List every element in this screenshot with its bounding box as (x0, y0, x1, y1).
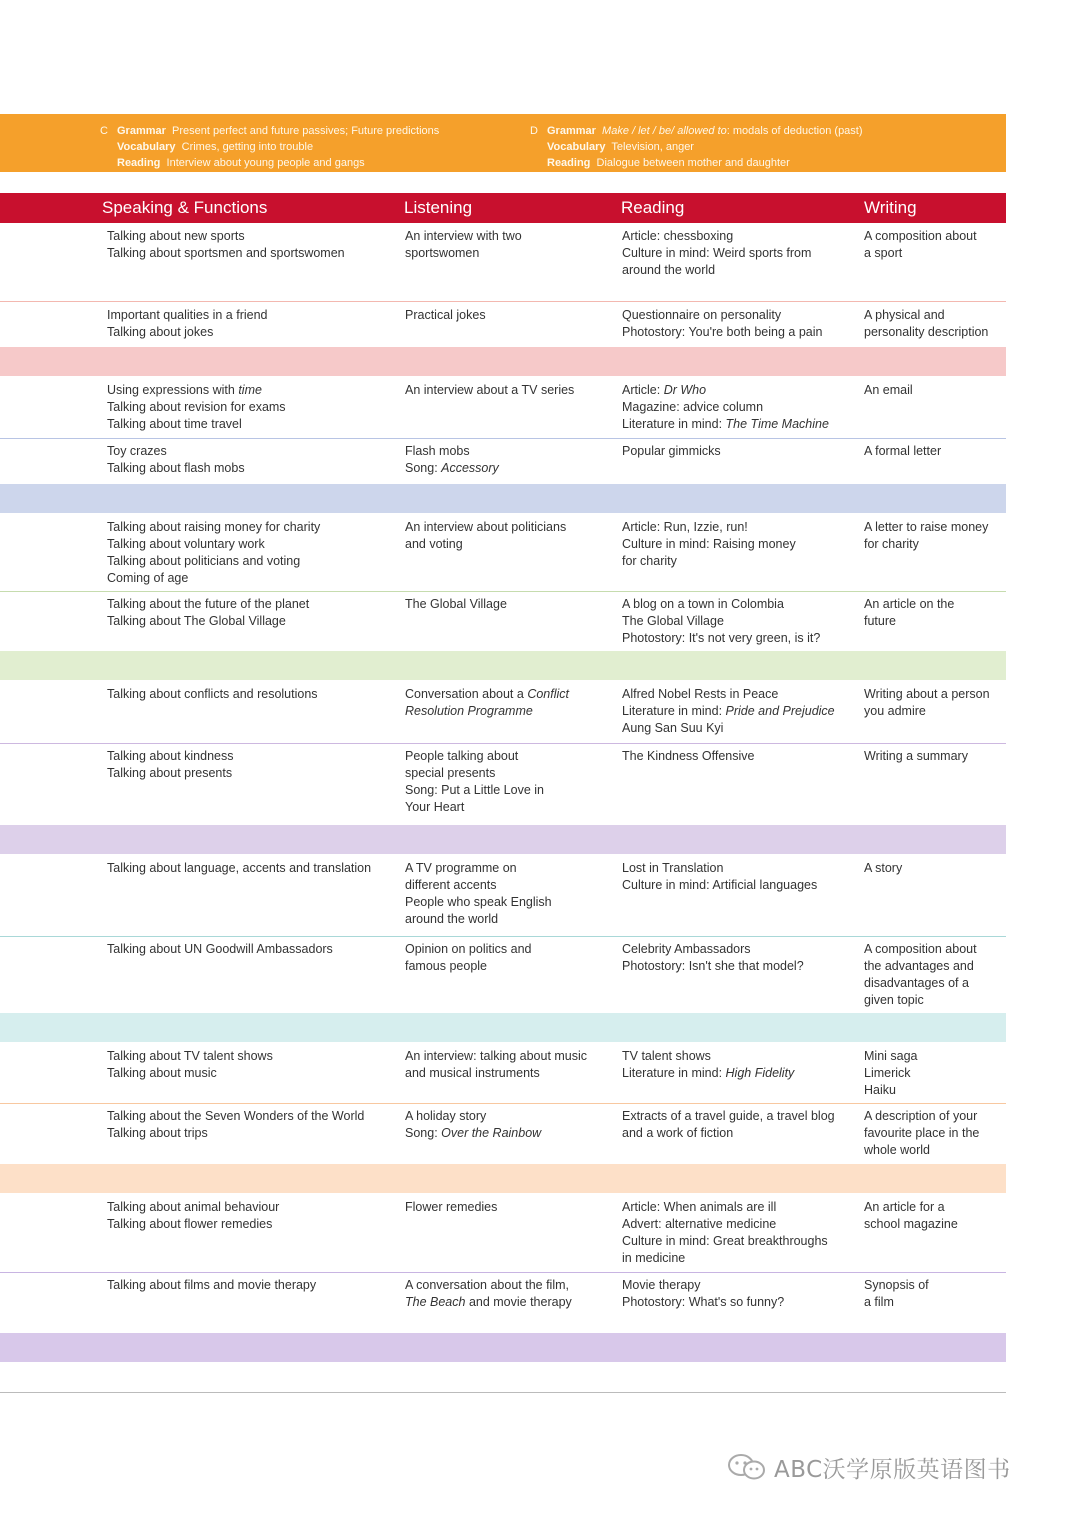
reading-cell: TV talent shows Literature in mind: High Fidelity (622, 1049, 795, 1080)
speaking-cell: Talking about animal behaviour Talking about flower remedies (107, 1200, 280, 1231)
row-divider (0, 1272, 1006, 1273)
reading-cell: Article: Dr Who Magazine: advice column Literature in mind: The Time Machine (622, 383, 829, 431)
reading-cell: Celebrity Ambassadors Photostory: Isn't she that model? (622, 942, 804, 973)
writing-cell: A physical and personality description (864, 308, 989, 339)
reading-cell: Article: chessboxing Culture in mind: Weird sports from around the world (622, 229, 812, 277)
speaking-cell: Talking about raising money for charity Talking about voluntary work Talking about politicians and voting Coming of age (107, 520, 321, 585)
listening-cell: Flower remedies (405, 1200, 498, 1214)
review-d-grammar: Grammar Make / let / be/ allowed to: modals of deduction (past) (547, 125, 863, 137)
speaking-cell: Talking about the future of the planet Talking about The Global Village (107, 597, 310, 628)
review-c-reading: Reading Interview about young people and gangs (117, 157, 365, 169)
writing-cell: A formal letter (864, 444, 942, 458)
unit-band-blue (0, 484, 1006, 513)
reading-cell: Questionnaire on personality Photostory: You're both being a pain (622, 308, 823, 339)
unit-band-peach (0, 1164, 1006, 1193)
unit-band-teal (0, 1013, 1006, 1042)
row-divider (0, 743, 1006, 744)
review-d-vocabulary: Vocabulary Television, anger (547, 141, 694, 153)
writing-cell: A letter to raise money for charity (864, 520, 989, 551)
speaking-cell: Important qualities in a friend Talking about jokes (107, 308, 268, 339)
reading-cell: Alfred Nobel Rests in Peace Literature in mind: Pride and Prejudice Aung San Suu Kyi (622, 687, 835, 735)
unit-band-green (0, 651, 1006, 680)
listening-cell: Flash mobs Song: Accessory (405, 444, 499, 475)
listening-cell: An interview: talking about music and musical instruments (405, 1049, 588, 1080)
listening-cell: Practical jokes (405, 308, 486, 322)
reading-cell: Popular gimmicks (622, 444, 721, 458)
header-listening: Listening (404, 198, 473, 217)
speaking-cell: Talking about the Seven Wonders of the World Talking about trips (107, 1109, 365, 1140)
header-writing: Writing (864, 198, 917, 217)
review-d-letter: D (530, 125, 538, 137)
reading-cell: The Kindness Offensive (622, 749, 755, 763)
listening-cell: Conversation about a Conflict Resolution Programme (405, 687, 569, 718)
reading-cell: Article: Run, Izzie, run! Culture in mind: Raising money for charity (622, 520, 796, 568)
row-divider (0, 301, 1006, 302)
reading-cell: Article: When animals are ill Advert: alternative medicine Culture in mind: Great breakthroughs in medicine (622, 1200, 828, 1265)
speaking-cell: Talking about UN Goodwill Ambassadors (107, 942, 333, 956)
unit-band-lavender (0, 1333, 1006, 1362)
speaking-cell: Talking about films and movie therapy (107, 1278, 317, 1292)
row-divider (0, 1392, 1006, 1393)
chat-bubbles-icon (726, 1452, 768, 1482)
listening-cell: People talking about special presents Song: Put a Little Love in Your Heart (405, 749, 544, 814)
row-divider (0, 591, 1006, 592)
writing-cell: Mini saga Limerick Haiku (864, 1049, 918, 1097)
column-header (0, 193, 1006, 223)
speaking-cell: Toy crazes Talking about flash mobs (107, 444, 245, 475)
writing-cell: An article on the future (864, 597, 955, 628)
writing-cell: A composition about a sport (864, 229, 977, 260)
listening-cell: A TV programme on different accents People who speak English around the world (405, 861, 552, 926)
speaking-cell: Talking about new sports Talking about sportsmen and sportswomen (107, 229, 345, 260)
review-d-reading: Reading Dialogue between mother and daughter (547, 157, 790, 169)
listening-cell: The Global Village (405, 597, 507, 611)
reading-cell: A blog on a town in Colombia The Global Village Photostory: It's not very green, is it? (622, 597, 821, 645)
listening-cell: A holiday story Song: Over the Rainbow (405, 1109, 542, 1140)
speaking-cell: Talking about language, accents and translation (107, 861, 372, 875)
row-divider (0, 936, 1006, 937)
unit-band-purple (0, 825, 1006, 854)
watermark-text: ABC沃学原版英语图书 (774, 1456, 1011, 1483)
writing-cell: A description of your favourite place in the whole world (864, 1109, 980, 1157)
listening-cell: An interview about a TV series (405, 383, 575, 397)
unit-band-pink (0, 347, 1006, 376)
writing-cell: An email (864, 383, 913, 397)
listening-cell: An interview about politicians and voting (405, 520, 567, 551)
listening-cell: An interview with two sportswomen (405, 229, 522, 260)
watermark-logo (726, 1452, 1011, 1482)
speaking-cell: Talking about TV talent shows Talking about music (107, 1049, 273, 1080)
review-c-vocabulary: Vocabulary Crimes, getting into trouble (117, 141, 314, 153)
reading-cell: Lost in Translation Culture in mind: Artificial languages (622, 861, 818, 892)
review-c-grammar: Grammar Present perfect and future passives; Future predictions (117, 125, 440, 137)
writing-cell: A story (864, 861, 903, 875)
speaking-cell: Talking about conflicts and resolutions (107, 687, 318, 701)
speaking-cell: Talking about kindness Talking about presents (107, 749, 234, 780)
writing-cell: A composition about the advantages and disadvantages of a given topic (864, 942, 977, 1007)
row-divider (0, 438, 1006, 439)
reading-cell: Movie therapy Photostory: What's so funny? (622, 1278, 785, 1309)
writing-cell: Synopsis of a film (864, 1278, 929, 1309)
review-c-letter: C (100, 125, 108, 137)
writing-cell: An article for a school magazine (864, 1200, 958, 1231)
writing-cell: Writing a summary (864, 749, 968, 763)
reading-cell: Extracts of a travel guide, a travel blog and a work of fiction (622, 1109, 835, 1140)
header-speaking: Speaking & Functions (102, 198, 268, 217)
writing-cell: Writing about a person you admire (864, 687, 990, 718)
row-divider (0, 1103, 1006, 1104)
listening-cell: Opinion on politics and famous people (405, 942, 532, 973)
listening-cell: A conversation about the film, The Beach and movie therapy (405, 1278, 572, 1309)
speaking-cell: Using expressions with time Talking about revision for exams Talking about time travel (107, 383, 286, 431)
review-band (0, 114, 1006, 172)
header-reading: Reading (621, 198, 685, 217)
